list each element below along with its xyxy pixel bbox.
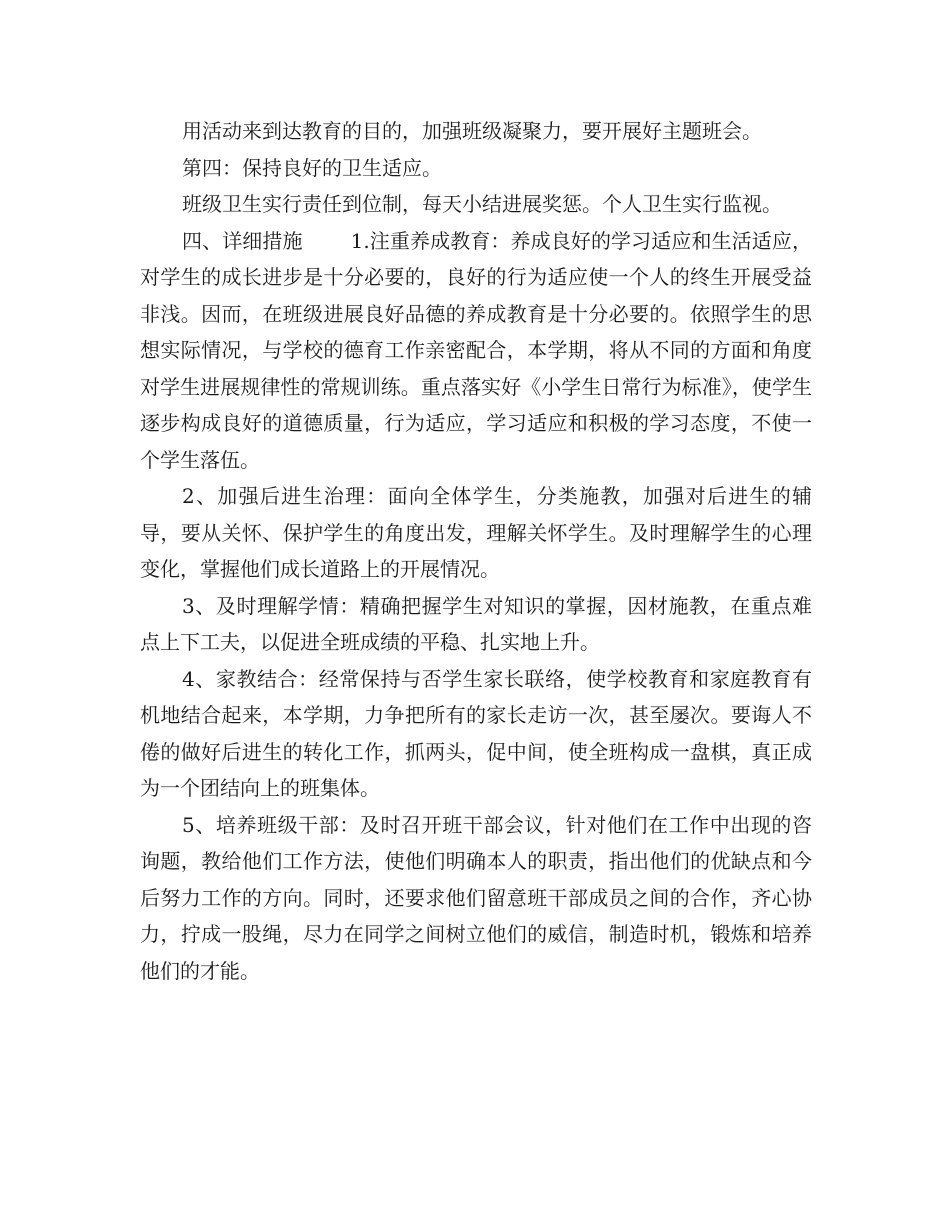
paragraph-measure-5: 5、培养班级干部：及时召开班干部会议，针对他们在工作中出现的咨询题，教给他们工作方法，使他们明确本人的职责，指出他们的优缺点和今后努力工作的方向。同时，还要求他们留意班干部成员之间的合作，齐心协力，拧成一股绳，尽力在同学之间树立他们的威信，制造时机，锻炼和培养他们的才能。 [140, 812, 812, 983]
document-body [140, 113, 812, 989]
paragraph-measure-2: 2、加强后进生治理：面向全体学生，分类施教，加强对后进生的辅导，要从关怀、保护学生的角度出发，理解关怀学生。及时理解学生的心理变化，掌握他们成长道路上的开展情况。 [140, 484, 812, 581]
paragraph-measure-4: 4、家教结合：经常保持与否学生家长联络，使学校教育和家庭教育有机地结合起来，本学期，力争把所有的家长走访一次，甚至屡次。要诲人不倦的做好后进生的转化工作，抓两头，促中间，使全班构成一盘棋，真正成为一个团结向上的班集体。 [140, 666, 812, 800]
paragraph-hygiene-heading: 第四：保持良好的卫生适应。 [182, 155, 442, 180]
section-heading-measures: 四、详细措施 [182, 228, 303, 253]
paragraph-hygiene-body: 班级卫生实行责任到位制，每天小结进展奖惩。个人卫生实行监视。 [182, 192, 782, 216]
paragraph-activities: 用活动来到达教育的目的，加强班级凝聚力，要开展好主题班会。 [182, 119, 762, 143]
measure-1-text: 1.注重养成教育：养成良好的学习适应和生活适应，对学生的成长进步是十分必要的，良好的行为适应使一个人的终生开展受益非浅。因而，在班级进展良好品德的养成教育是十分必要的。依照学生的思想实际情况，与学校的德育工作亲密配合，本学期，将从不同的方面和角度对学生进展规律性的常规训练。重点落实好《小学生日常行为标准》，使学生逐步构成良好的道德质量，行为适应，学习适应和积极的学习态度，不使一个学生落伍。 [140, 228, 812, 472]
paragraph-measure-3: 3、及时理解学情：精确把握学生对知识的掌握，因材施教，在重点难点上下工夫，以促进全班成绩的平稳、扎实地上升。 [140, 593, 812, 654]
paragraph-measures [140, 223, 812, 479]
